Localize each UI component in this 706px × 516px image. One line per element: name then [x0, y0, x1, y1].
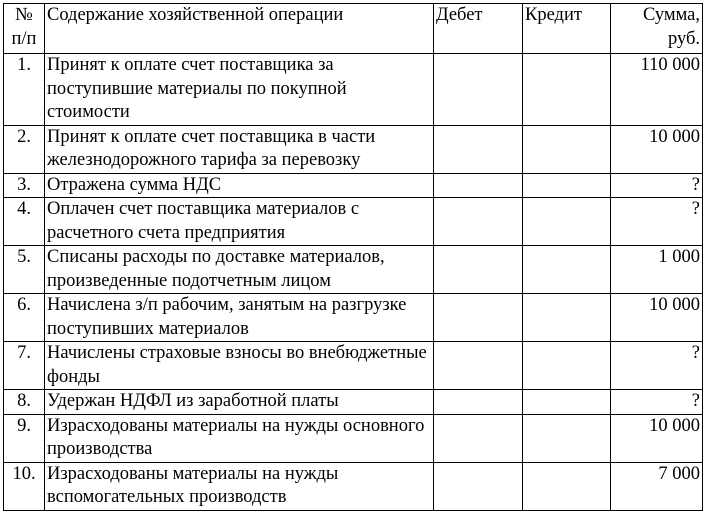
table-row — [4, 173, 703, 198]
row-description: Израсходованы материалы на нужды основного производства — [45, 414, 434, 462]
row-debit[interactable] — [434, 246, 523, 294]
table-row — [4, 342, 703, 390]
table-row — [4, 246, 703, 294]
row-credit[interactable] — [523, 342, 611, 390]
row-number: 9. — [4, 414, 45, 462]
row-debit[interactable] — [434, 414, 523, 462]
row-number: 4. — [4, 198, 45, 246]
row-sum: ? — [611, 198, 703, 246]
table-row — [4, 198, 703, 246]
row-number: 2. — [4, 125, 45, 173]
column-header-sum: Сумма, руб. — [611, 4, 703, 54]
row-sum: ? — [611, 390, 703, 415]
row-debit[interactable] — [434, 54, 523, 126]
row-description: Начислены страховые взносы во внебюджетные фонды — [45, 342, 434, 390]
row-sum: 1 000 — [611, 246, 703, 294]
column-header-number: № п/п — [4, 4, 45, 54]
row-sum: 7 000 — [611, 462, 703, 510]
table-row — [4, 294, 703, 342]
operations-table — [3, 3, 703, 511]
row-number: 3. — [4, 173, 45, 198]
row-debit[interactable] — [434, 342, 523, 390]
row-sum: 10 000 — [611, 414, 703, 462]
row-number: 5. — [4, 246, 45, 294]
row-debit[interactable] — [434, 462, 523, 510]
row-number: 1. — [4, 54, 45, 126]
row-sum: ? — [611, 342, 703, 390]
row-description: Принят к оплате счет поставщика за поступившие материалы по покупной стоимости — [45, 54, 434, 126]
row-description: Начислена з/п рабочим, занятым на разгрузке поступивших материалов — [45, 294, 434, 342]
row-description: Удержан НДФЛ из заработной платы — [45, 390, 434, 415]
row-credit[interactable] — [523, 125, 611, 173]
table-row — [4, 54, 703, 126]
row-credit[interactable] — [523, 246, 611, 294]
row-description: Принят к оплате счет поставщика в части железнодорожного тарифа за перевозку — [45, 125, 434, 173]
row-debit[interactable] — [434, 198, 523, 246]
row-description: Оплачен счет поставщика материалов с расчетного счета предприятия — [45, 198, 434, 246]
row-debit[interactable] — [434, 294, 523, 342]
row-credit[interactable] — [523, 414, 611, 462]
row-sum: 110 000 — [611, 54, 703, 126]
row-credit[interactable] — [523, 462, 611, 510]
row-number: 6. — [4, 294, 45, 342]
row-number: 7. — [4, 342, 45, 390]
row-debit[interactable] — [434, 125, 523, 173]
row-sum: 10 000 — [611, 125, 703, 173]
row-description: Израсходованы материалы на нужды вспомогательных производств — [45, 462, 434, 510]
row-number: 8. — [4, 390, 45, 415]
row-credit[interactable] — [523, 54, 611, 126]
row-number: 10. — [4, 462, 45, 510]
row-credit[interactable] — [523, 173, 611, 198]
row-credit[interactable] — [523, 294, 611, 342]
column-header-credit: Кредит — [523, 4, 611, 54]
table-header-row — [4, 4, 703, 54]
table-row — [4, 125, 703, 173]
row-debit[interactable] — [434, 390, 523, 415]
table-row — [4, 462, 703, 510]
column-header-description: Содержание хозяйственной операции — [45, 4, 434, 54]
table-row — [4, 414, 703, 462]
row-credit[interactable] — [523, 198, 611, 246]
row-credit[interactable] — [523, 390, 611, 415]
row-description: Списаны расходы по доставке материалов, произведенные подотчетным лицом — [45, 246, 434, 294]
row-sum: ? — [611, 173, 703, 198]
row-sum: 10 000 — [611, 294, 703, 342]
table-row — [4, 390, 703, 415]
row-debit[interactable] — [434, 173, 523, 198]
row-description: Отражена сумма НДС — [45, 173, 434, 198]
column-header-debit: Дебет — [434, 4, 523, 54]
